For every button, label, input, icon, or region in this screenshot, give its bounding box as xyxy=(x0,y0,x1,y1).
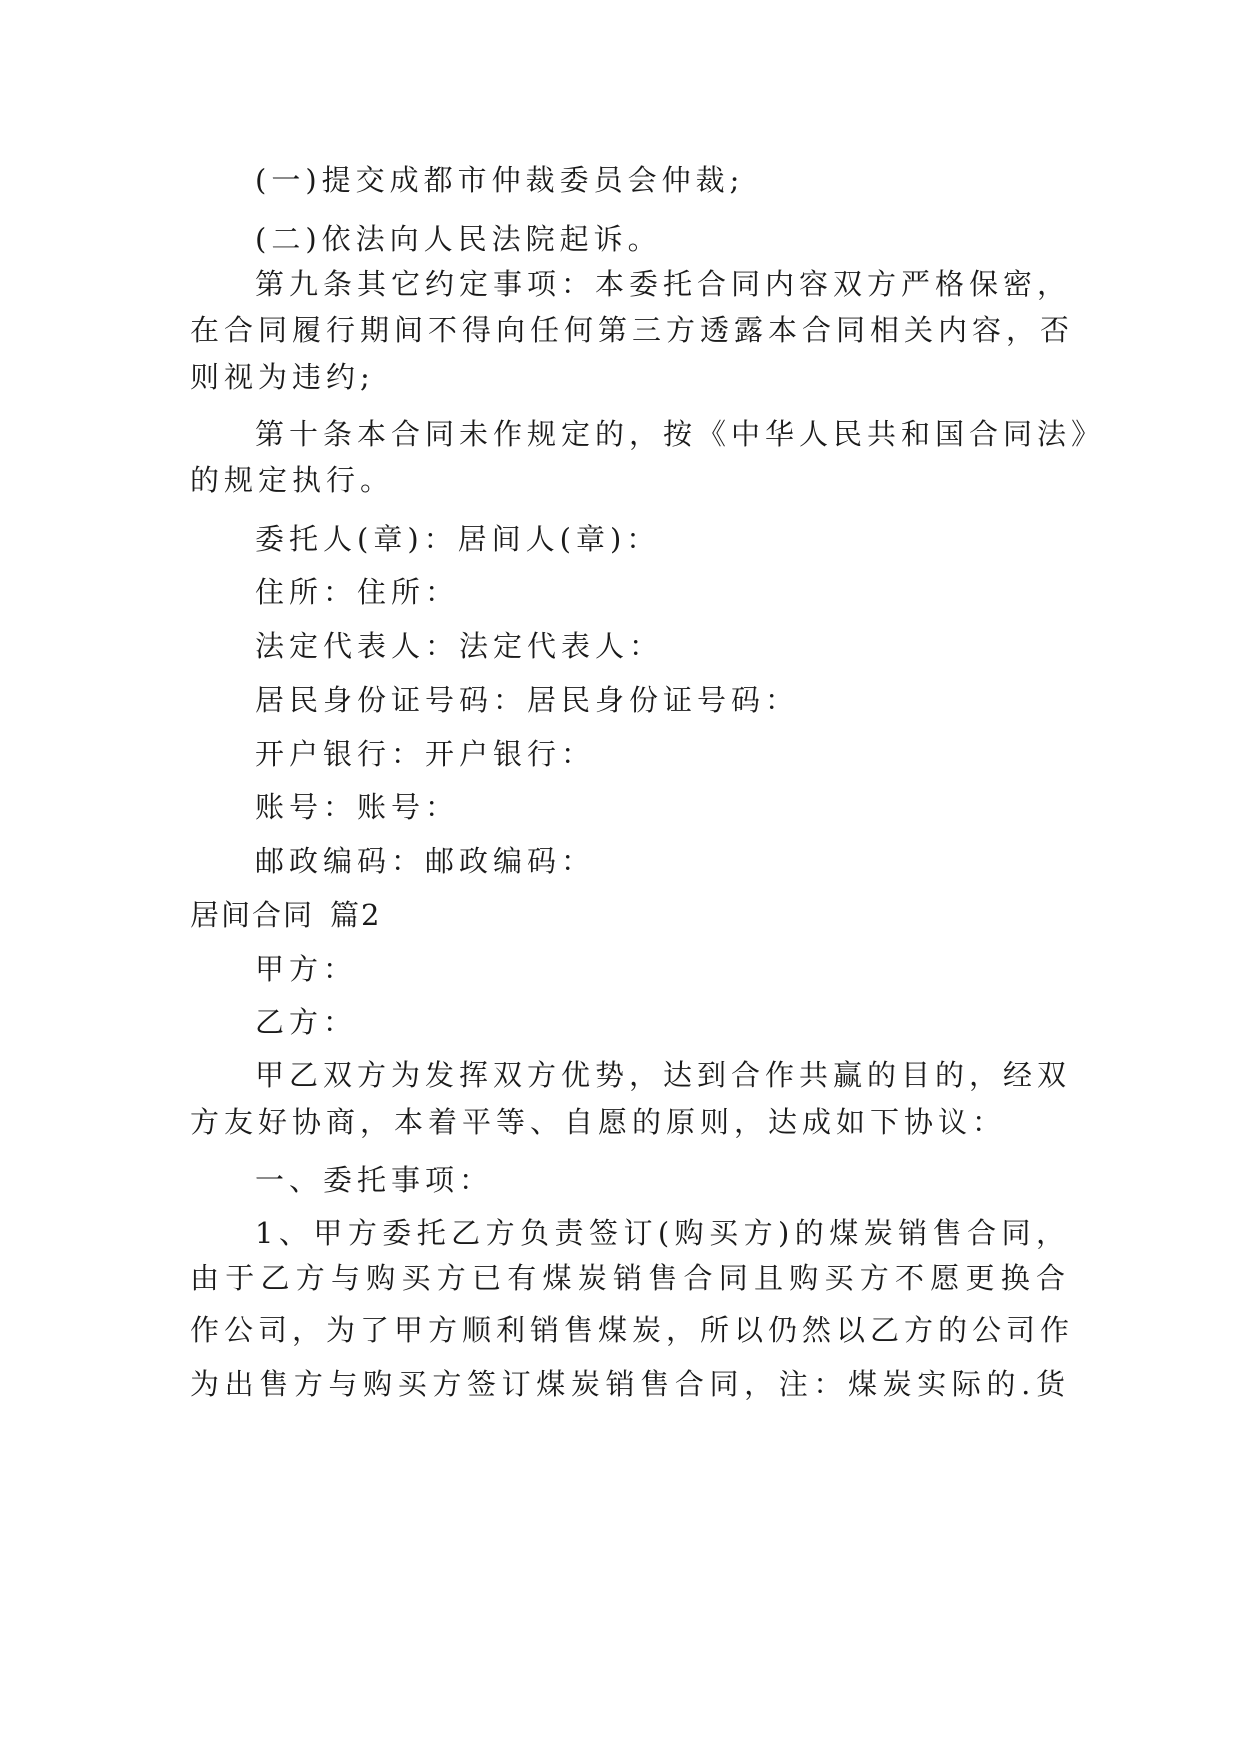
signature-seal-line: 委托人(章)：居间人(章)： xyxy=(255,522,661,556)
account-line: 账号：账号： xyxy=(255,790,460,824)
preamble-line-2: 方友好协商，本着平等、自愿的原则，达成如下协议： xyxy=(190,1105,1007,1139)
bank-line: 开户银行：开户银行： xyxy=(255,737,596,771)
party-b-line: 乙方： xyxy=(255,1005,358,1039)
id-number-line: 居民身份证号码：居民身份证号码： xyxy=(255,683,800,717)
heading-number: 篇2 xyxy=(330,898,382,932)
article-9-line-2: 在合同履行期间不得向任何第三方透露本合同相关内容，否 xyxy=(190,313,1075,347)
section-heading xyxy=(190,895,1070,935)
article-10-line-1: 第十条本合同未作规定的，按《中华人民共和国合同法》 xyxy=(255,417,1106,451)
party-a-line: 甲方： xyxy=(255,952,358,986)
article-9-line-3: 则视为违约; xyxy=(190,360,375,394)
clause-arbitration: (一)提交成都市仲裁委员会仲裁; xyxy=(255,163,745,197)
postal-code-line: 邮政编码：邮政编码： xyxy=(255,844,596,878)
item-1-line-1: 1、甲方委托乙方负责签订(购买方)的煤炭销售合同， xyxy=(255,1216,1070,1250)
legal-representative-line: 法定代表人：法定代表人： xyxy=(255,629,664,663)
heading-title: 居间合同 xyxy=(190,898,315,932)
article-9-line-1: 第九条其它约定事项：本委托合同内容双方严格保密， xyxy=(255,267,1072,301)
clause-lawsuit: (二)依法向人民法院起诉。 xyxy=(255,222,662,256)
item-1-line-2: 由于乙方与购买方已有煤炭销售合同且购买方不愿更换合 xyxy=(190,1261,1070,1295)
preamble-line-1: 甲乙双方为发挥双方优势，达到合作共赢的目的，经双 xyxy=(255,1058,1072,1092)
address-line: 住所：住所： xyxy=(255,575,460,609)
item-1-line-4: 为出售方与购买方签订煤炭销售合同，注：煤炭实际的.货 xyxy=(190,1367,1070,1401)
section-one-heading: 一、委托事项： xyxy=(255,1163,494,1197)
article-10-line-2: 的规定执行。 xyxy=(190,463,395,497)
item-1-line-3: 作公司，为了甲方顺利销售煤炭，所以仍然以乙方的公司作 xyxy=(190,1313,1075,1347)
